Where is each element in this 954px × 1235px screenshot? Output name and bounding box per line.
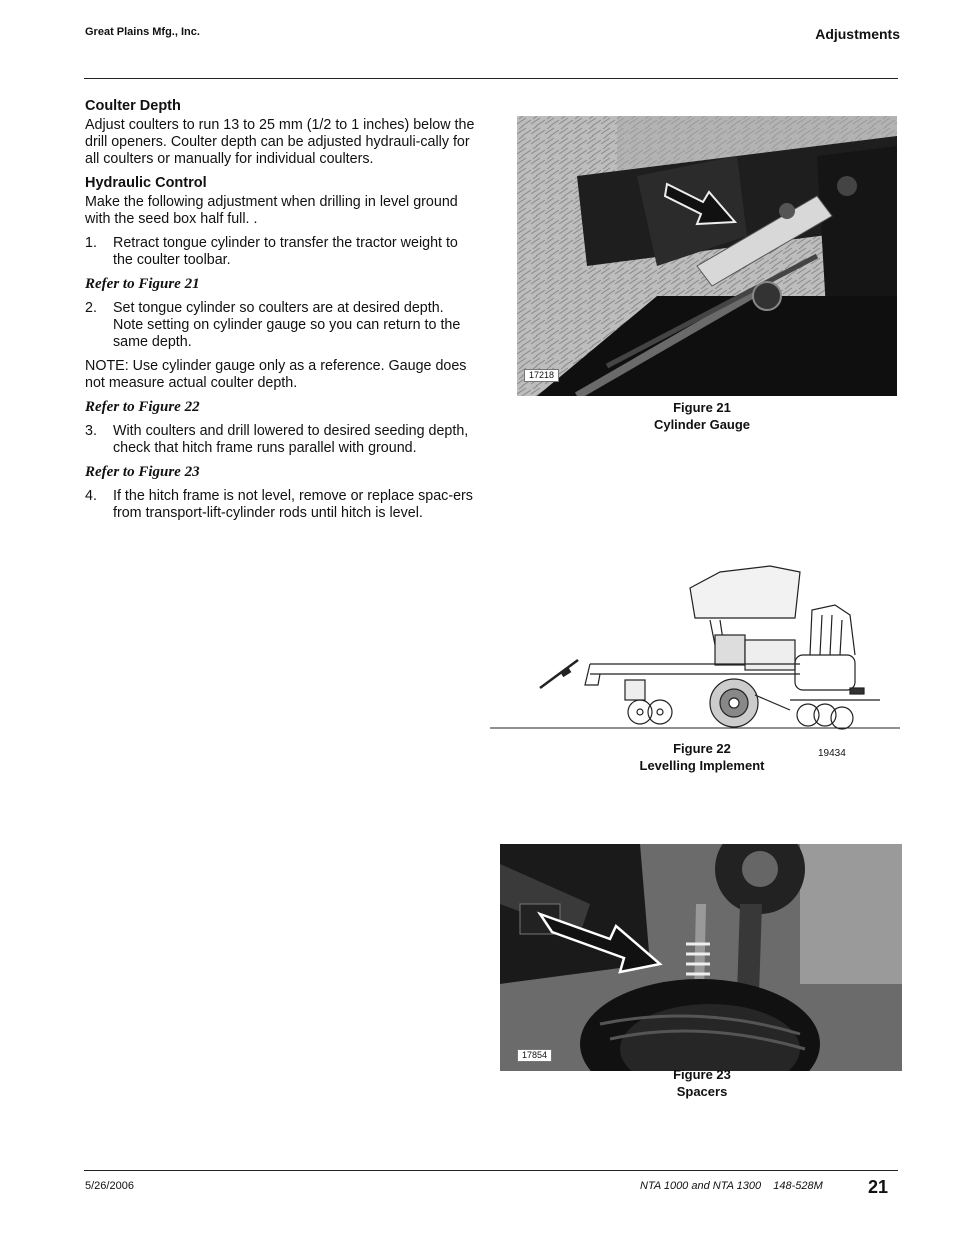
cylinder-gauge-image: [517, 116, 897, 396]
coulter-depth-heading: Coulter Depth: [85, 98, 181, 114]
figure-22-title: Figure 22: [673, 741, 731, 756]
figure-22-id: 19434: [818, 748, 846, 759]
figure-reference: Refer to Figure 22: [85, 399, 200, 415]
step-text: With coulters and drill lowered to desired seeding depth, check that hitch frame runs parallel with ground.: [113, 423, 469, 456]
spacers-image: [500, 844, 902, 1071]
levelling-implement-image: [490, 560, 900, 740]
figure-21-title: Figure 21: [673, 400, 731, 415]
hydraulic-control-heading: Hydraulic Control: [85, 175, 207, 191]
step-4: [85, 488, 477, 522]
step-number: 1.: [85, 235, 97, 251]
note-paragraph: NOTE: Use cylinder gauge only as a reference. Gauge does not measure actual coulter depth.: [85, 358, 467, 391]
step-text: If the hitch frame is not level, remove or replace spac-ers from transport-lift-cylinder rods until hitch is level.: [113, 488, 473, 521]
figure-21-caption: [600, 399, 804, 433]
figure-reference: Refer to Figure 23: [85, 464, 200, 480]
step-1: [85, 235, 477, 269]
coulter-depth-paragraph: Adjust coulters to run 13 to 25 mm (1/2 to 1 inches) below the drill openers. Coulter depth can be adjusted hydrauli-cally for all coulters or manually for individual coulters.: [85, 117, 475, 167]
figure-22-caption: [600, 740, 804, 774]
body-text: [85, 98, 477, 529]
figure-23-caption: [600, 1066, 804, 1100]
figure-23-caption-text: Spacers: [676, 1084, 728, 1099]
figure-22-drawing: [490, 560, 900, 740]
figure-22-caption-text: Levelling Implement: [639, 758, 765, 773]
step-number: 3.: [85, 423, 97, 439]
step-text: Retract tongue cylinder to transfer the tractor weight to the coulter toolbar.: [113, 235, 458, 268]
step-text: Set tongue cylinder so coulters are at desired depth. Note setting on cylinder gauge so you can return to the same depth.: [113, 300, 461, 350]
figure-23-title: Figure 23: [673, 1067, 731, 1082]
footer-manual: NTA 1000 and NTA 1300 148-528M: [640, 1180, 823, 1192]
figure-21-id: 17218: [524, 369, 559, 382]
header-rule: [84, 78, 898, 79]
step-number: 2.: [85, 300, 97, 316]
page-number: 21: [868, 1177, 889, 1197]
figure-23-id: 17854: [517, 1049, 552, 1062]
figure-21-photo: [517, 116, 897, 396]
footer-date: 5/26/2006: [85, 1180, 134, 1192]
step-3: [85, 423, 477, 457]
figure-21-caption-text: Cylinder Gauge: [653, 417, 751, 432]
figure-reference: Refer to Figure 21: [85, 276, 200, 292]
step-2: [85, 300, 477, 351]
step-number: 4.: [85, 488, 97, 504]
figure-23-photo: [500, 844, 902, 1071]
header-company: Great Plains Mfg., Inc.: [85, 26, 200, 38]
header-section: Adjustments: [815, 26, 900, 42]
hydraulic-control-paragraph: Make the following adjustment when drilling in level ground with the seed box half full. .: [85, 194, 458, 227]
footer-rule: [84, 1170, 898, 1171]
